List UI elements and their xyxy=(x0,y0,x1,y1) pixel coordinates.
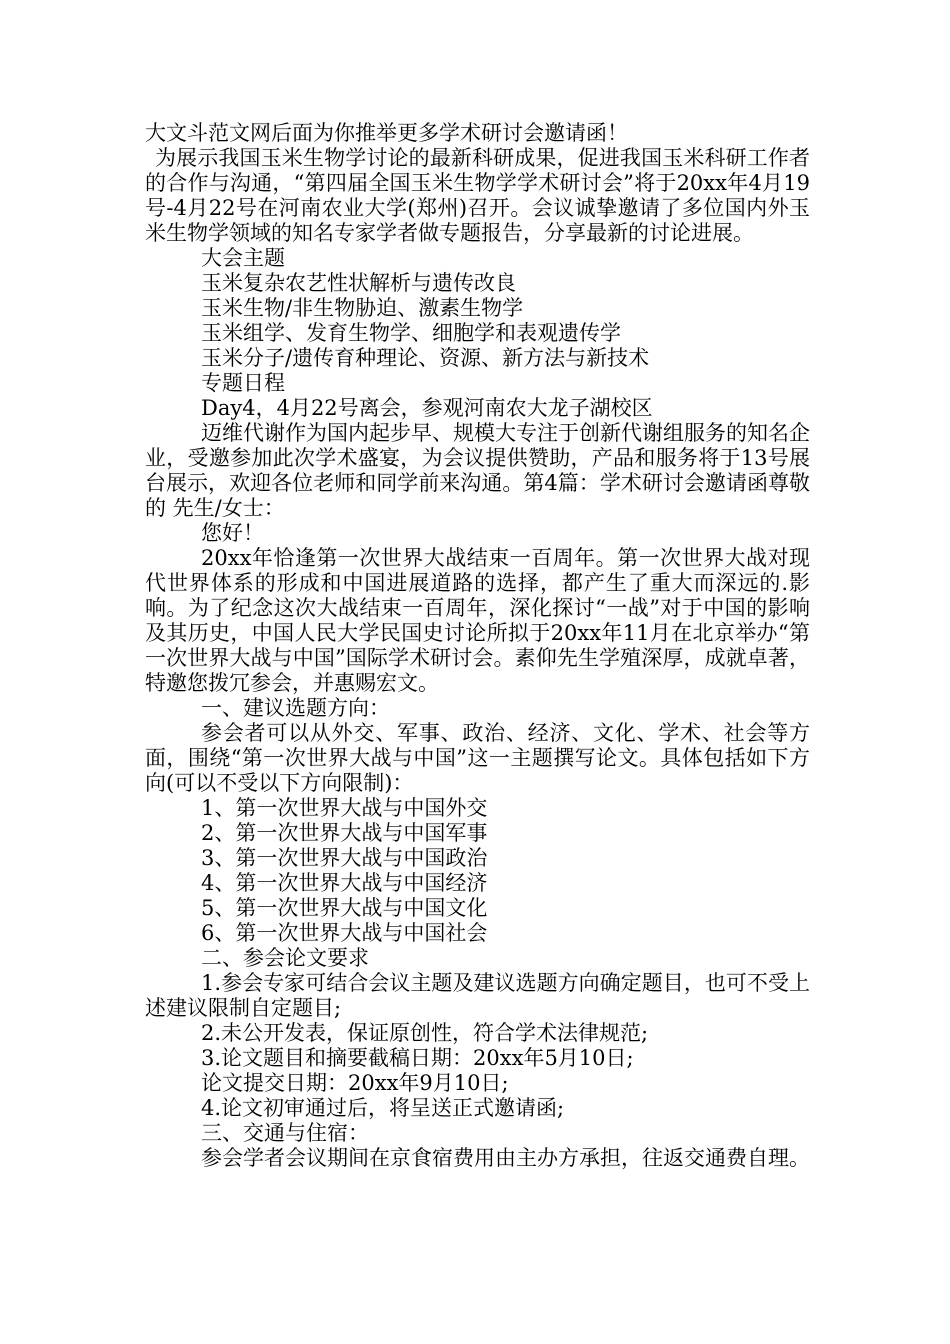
topic-item: 3、第一次世界大战与中国政治 xyxy=(201,846,488,870)
section2-heading: 二、参会论文要求 xyxy=(201,946,369,970)
corn-conference-paragraph: 为展示我国玉米生物学讨论的最新科研成果，促进我国玉米科研工作者的合作与沟通，“第四届全国玉米生物学学术研讨会”将于20xx年4月19号-4月22号在河南农业大学(郑州)召开。会议诚挚邀请了多位国内外玉米生物学领域的知名专家学者做专题报告，分享最新的讨论进展。 xyxy=(145,146,810,245)
theme-heading: 大会主题 xyxy=(201,246,285,270)
section3-paragraph: 参会学者会议期间在京食宿费用由主办方承担，往返交通费自理。 xyxy=(201,1146,810,1170)
topic-item: 5、第一次世界大战与中国文化 xyxy=(201,896,488,920)
theme-item: 玉米生物/非生物胁迫、激素生物学 xyxy=(201,296,524,320)
topic-item: 4、第一次世界大战与中国经济 xyxy=(201,871,488,895)
theme-item: 玉米分子/遗传育种理论、资源、新方法与新技术 xyxy=(201,346,650,370)
requirement-item: 3.论文题目和摘要截稿日期：20xx年5月10日; xyxy=(201,1046,634,1070)
intro-line: 大文斗范文网后面为你推举更多学术研讨会邀请函！ xyxy=(145,121,628,145)
section1-paragraph: 参会者可以从外交、军事、政治、经济、文化、学术、社会等方面，围绕“第一次世界大战与中国”这一主题撰写论文。具体包括如下方向(可以不受以下方向限制)： xyxy=(145,721,810,795)
requirement-item: 1.参会专家可结合会议主题及建议选题方向确定题目，也可不受上述建议限制自定题目; xyxy=(145,971,810,1020)
wwi-conference-paragraph: 20xx年恰逢第一次世界大战结束一百周年。第一次世界大战对现代世界体系的形成和中国进展道路的选择，都产生了重大而深远的.影响。为了纪念这次大战结束一百周年，深化探讨“一战”对于中国的影响及其历史，中国人民大学民国史讨论所拟于20xx年11月在北京举办“第一次世界大战与中国”国际学术研讨会。素仰先生学殖深厚，成就卓著，特邀您拨冗参会，并惠赐宏文。 xyxy=(145,546,810,695)
topic-item: 2、第一次世界大战与中国军事 xyxy=(201,821,488,845)
topic-item: 1、第一次世界大战与中国外交 xyxy=(201,796,488,820)
topic-item: 6、第一次世界大战与中国社会 xyxy=(201,921,488,945)
sponsor-paragraph: 迈维代谢作为国内起步早、规模大专注于创新代谢组服务的知名企业，受邀参加此次学术盛宴，为会议提供赞助，产品和服务将于13号展台展示，欢迎各位老师和同学前来沟通。第4篇：学术研讨会邀请函尊敬的 先生/女士： xyxy=(145,421,810,520)
schedule-heading: 专题日程 xyxy=(201,371,285,395)
requirement-item: 论文提交日期：20xx年9月10日; xyxy=(201,1071,509,1095)
theme-item: 玉米组学、发育生物学、细胞学和表观遗传学 xyxy=(201,321,621,345)
requirement-item: 2.未公开发表，保证原创性，符合学术法律规范; xyxy=(201,1021,649,1045)
requirement-item: 4.论文初审通过后，将呈送正式邀请函; xyxy=(201,1096,565,1120)
schedule-day4: Day4，4月22号离会，参观河南农大龙子湖校区 xyxy=(201,396,653,420)
section3-heading: 三、交通与住宿： xyxy=(201,1121,369,1145)
document-page xyxy=(145,121,810,1171)
section1-heading: 一、建议选题方向： xyxy=(201,696,390,720)
greeting: 您好！ xyxy=(201,521,264,545)
theme-item: 玉米复杂农艺性状解析与遗传改良 xyxy=(201,271,516,295)
